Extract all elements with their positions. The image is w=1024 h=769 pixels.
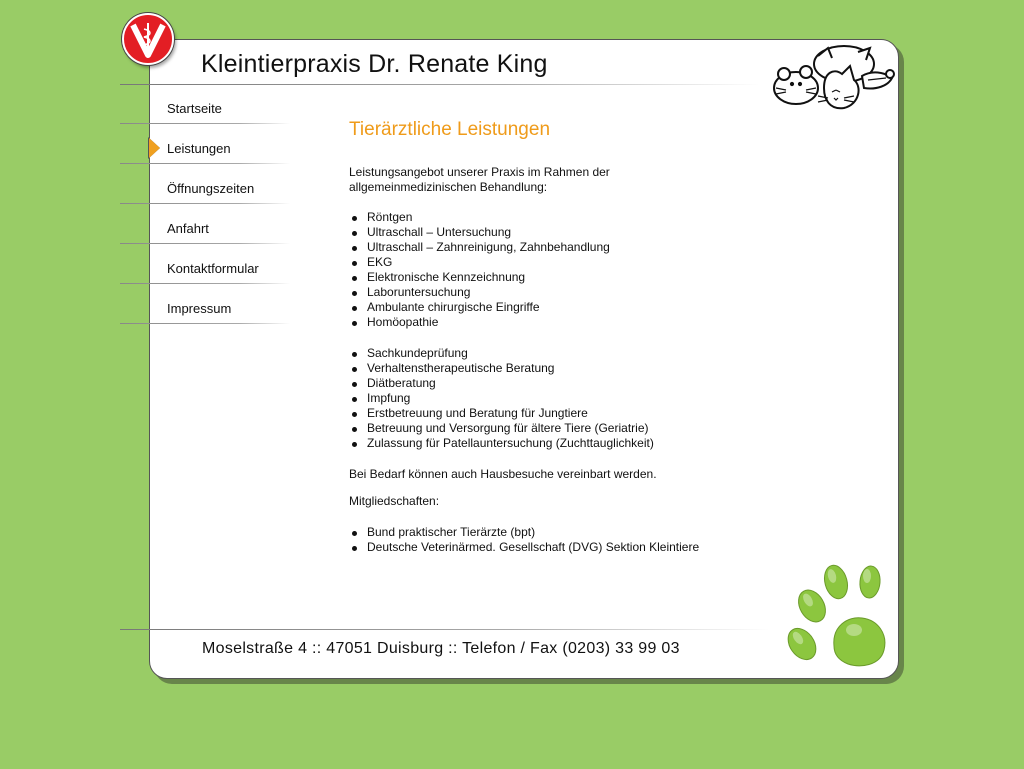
- nav-item-kontaktformular[interactable]: [120, 244, 290, 284]
- nav-item-label[interactable]: Leistungen: [167, 141, 231, 156]
- footer-divider: [120, 629, 770, 630]
- memberships-list: [349, 525, 769, 555]
- list-item: Zulassung für Patellauntersuchung (Zuchttauglichkeit): [349, 436, 769, 451]
- nav-item-anfahrt[interactable]: [120, 204, 290, 244]
- active-arrow-icon: [149, 138, 160, 158]
- nav-item-impressum[interactable]: [120, 284, 290, 324]
- nav-divider: [120, 323, 290, 324]
- main-nav: [120, 84, 290, 324]
- nav-item-startseite[interactable]: [120, 84, 290, 124]
- list-item: Impfung: [349, 391, 769, 406]
- list-item: Sachkundeprüfung: [349, 346, 769, 361]
- main-content: [349, 118, 769, 555]
- nav-item-leistungen[interactable]: [120, 124, 290, 164]
- list-item: Ambulante chirurgische Eingriffe: [349, 300, 769, 315]
- memberships-label: Mitgliedschaften:: [349, 494, 440, 508]
- list-item: Laboruntersuchung: [349, 285, 769, 300]
- list-item: Betreuung und Versorgung für ältere Tiere (Geriatrie): [349, 421, 769, 436]
- list-item: Elektronische Kennzeichnung: [349, 270, 769, 285]
- nav-item-label[interactable]: Kontaktformular: [167, 261, 259, 276]
- vet-logo-icon[interactable]: [122, 13, 174, 65]
- list-item: Ultraschall – Zahnreinigung, Zahnbehandlung: [349, 240, 769, 255]
- list-item: Homöopathie: [349, 315, 769, 330]
- list-item: Diätberatung: [349, 376, 769, 391]
- nav-item-label[interactable]: Impressum: [167, 301, 232, 316]
- list-item: Deutsche Veterinärmed. Gesellschaft (DVG) Sektion Kleintiere: [349, 540, 769, 555]
- page-heading: Tierärztliche Leistungen: [349, 119, 551, 140]
- list-item: Röntgen: [349, 210, 769, 225]
- list-item: Ultraschall – Untersuchung: [349, 225, 769, 240]
- list-item: Verhaltenstherapeutische Beratung: [349, 361, 769, 376]
- nav-item-label[interactable]: Startseite: [167, 101, 222, 116]
- site-title[interactable]: Kleintierpraxis Dr. Renate King: [201, 50, 548, 78]
- nav-item-label[interactable]: Öffnungszeiten: [167, 181, 255, 196]
- house-calls-text: Bei Bedarf können auch Hausbesuche vereinbart werden.: [349, 467, 657, 481]
- services-list-1: [349, 210, 769, 330]
- footer-address: Moselstraße 4 :: 47051 Duisburg :: Telefon / Fax (0203) 33 99 03: [202, 640, 680, 657]
- intro-text: Leistungsangebot unserer Praxis im Rahmen der allgemeinmedizinischen Behandlung:: [349, 165, 610, 194]
- paw-print-icon: [782, 562, 892, 672]
- services-list-2: [349, 346, 769, 451]
- list-item: Bund praktischer Tierärzte (bpt): [349, 525, 769, 540]
- nav-item-oeffnungszeiten[interactable]: [120, 164, 290, 204]
- pets-illustration-icon: [768, 42, 896, 114]
- list-item: EKG: [349, 255, 769, 270]
- list-item: Erstbetreuung und Beratung für Jungtiere: [349, 406, 769, 421]
- nav-item-label[interactable]: Anfahrt: [167, 221, 209, 236]
